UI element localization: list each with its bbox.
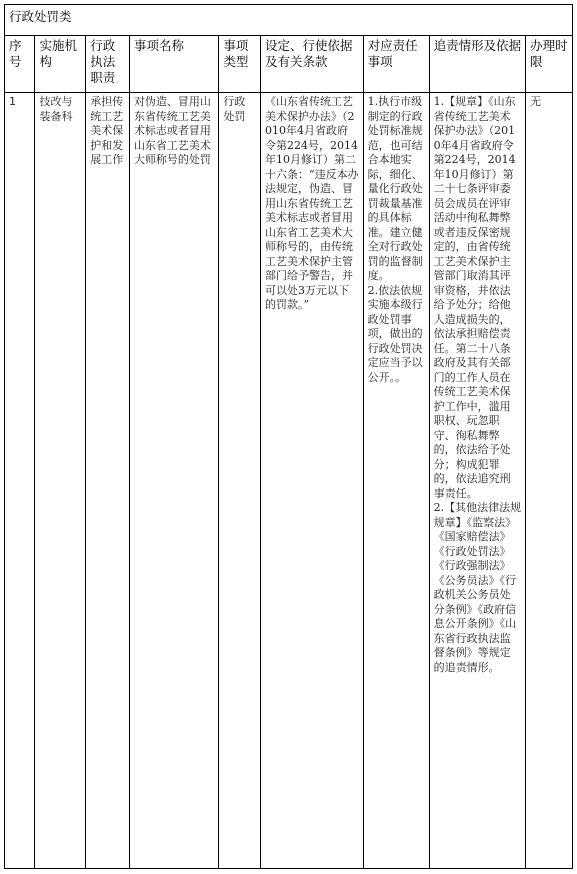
header-item-name: 事项名称	[129, 36, 218, 93]
cell-item-type: 行政处罚	[219, 93, 261, 869]
cell-item-name: 对伪造、冒用山东省传统工艺美术标志或者冒用山东省工艺美术大师称号的处罚	[129, 93, 218, 869]
cell-time-limit: 无	[526, 93, 573, 869]
header-row	[5, 36, 573, 93]
header-responsibility: 对应责任事项	[363, 36, 429, 93]
header-item-type: 事项类型	[219, 36, 261, 93]
table-row	[5, 93, 573, 869]
cell-agency: 技改与装备科	[35, 93, 86, 869]
cell-responsibility: 1.执行市级制定的行政处罚标准规范，也可结合本地实际，细化、量化行政处罚裁量基准的具体标准。建立健全对行政处罚的监督制度。 2.依法依规实施本级行政处罚事项，做出的行政处罚决定应当予以公开。。	[363, 93, 429, 869]
cell-duty: 承担传统工艺美术保护和发展工作	[86, 93, 130, 869]
cell-basis: 《山东省传统工艺美术保护办法》（2010年4月省政府令第224号，2014年10月修订）第二十六条：“违反本办法规定，伪造、冒用山东省传统工艺美术标志或者冒用山东省工艺美术大师称号的，由传统工艺美术保护主管部门给予警告，并可以处3万元以下的罚款。”	[260, 93, 363, 869]
header-duty: 行政执法职责	[86, 36, 130, 93]
cell-accountability: 1.【规章】《山东省传统工艺美术保护办法》（2010年4月省政府令第224号，2014年10月修订）第二十七条评审委员会成员在评审活动中徇私舞弊或者违反保密规定的，由省传统工艺美术保护主管部门取消其评审资格，并依法给予处分；给他人造成损失的，依法承担赔偿责任。第二十八条政府及其有关部门的工作人员在传统工艺美术保护工作中，滥用职权、玩忽职守、徇私舞弊的，依法给予处分；构成犯罪的，依法追究刑事责任。 2.【其他法律法规规章】《监察法》《国家赔偿法》《行政处罚法》《行政强制法》《公务员法》《行政机关公务员处分条例》《政府信息公开条例》《山东省行政执法监督条例》等规定的追责情形。	[429, 93, 526, 869]
header-agency: 实施机构	[35, 36, 86, 93]
header-seq: 序号	[5, 36, 35, 93]
header-accountability: 追责情形及依据	[429, 36, 526, 93]
administrative-penalty-table	[4, 4, 573, 869]
header-time-limit: 办理时限	[526, 36, 573, 93]
cell-seq: 1	[5, 93, 35, 869]
header-basis: 设定、行使依据及有关条款	[260, 36, 363, 93]
section-title: 行政处罚类	[5, 5, 573, 36]
